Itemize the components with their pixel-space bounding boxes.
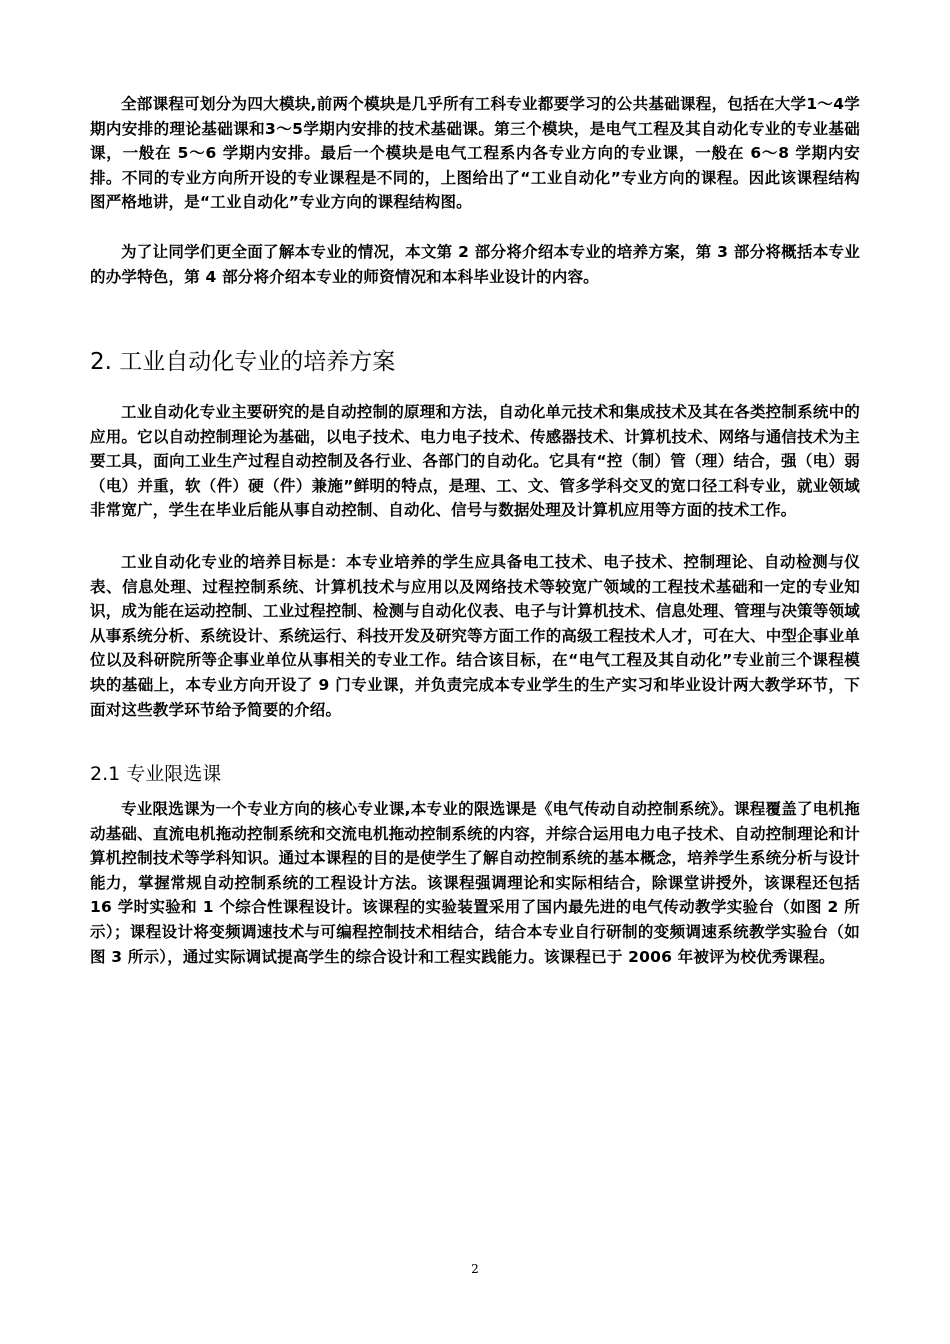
paragraph-article-outline: 为了让同学们更全面了解本专业的情况，本文第 2 部分将介绍本专业的培养方案，第 3 部分将概括本专业的办学特色，第 4 部分将介绍本专业的师资情况和本科毕业设计的内容。: [90, 243, 860, 286]
paragraph-training-goals: 工业自动化专业的培养目标是：本专业培养的学生应具备电工技术、电子技术、控制理论、自动检测与仪表、信息处理、过程控制系统、计算机技术与应用以及网络技术等较宽广领域的工程技术基础和一定的专业知识，成为能在运动控制、工业过程控制、检测与自动化仪表、电子与计算机技术、信息处理、管理与决策等领域从事系统分析、系统设计、系统运行、科技开发及研究等方面工作的高级工程技术人才，可在大、中型企事业单位以及科研院所等企事业单位从事相关的专业工作。结合该目标，在“电气工程及其自动化”专业前三个课程模块的基础上，本专业方向开设了 9 门专业课，并负责完成本专业学生的生产实习和毕业设计两大教学环节，下面对这些教学环节给予简要的介绍。: [90, 553, 860, 719]
paragraph-major-overview: 工业自动化专业主要研究的是自动控制的原理和方法，自动化单元技术和集成技术及其在各类控制系统中的应用。它以自动控制理论为基础，以电子技术、电力电子技术、传感器技术、计算机技术、网络与通信技术为主要工具，面向工业生产过程自动控制及各行业、各部门的自动化。它具有“控（制）管（理）结合，强（电）弱（电）并重，软（件）硬（件）兼施”鲜明的特点，是理、工、文、管多学科交叉的宽口径工科专业，就业领域非常宽广，学生在毕业后能从事自动控制、自动化、信号与数据处理及计算机应用等方面的技术工作。: [90, 403, 860, 520]
section-heading-training-plan: 2. 工业自动化专业的培养方案: [90, 349, 396, 375]
subsection-heading-restricted-electives: 2.1 专业限选课: [90, 763, 222, 785]
page-number: 2: [471, 1262, 479, 1276]
paragraph-course-modules: 全部课程可划分为四大模块,前两个模块是几乎所有工科专业都要学习的公共基础课程，包括在大学1～4学期内安排的理论基础课和3～5学期内安排的技术基础课。第三个模块，是电气工程及其自动化专业的专业基础课，一般在 5～6 学期内安排。最后一个模块是电气工程系内各专业方向的专业课，一般在 6～8 学期内安排。不同的专业方向所开设的专业课程是不同的，上图给出了“工业自动化”专业方向的课程。因此该课程结构图严格地讲，是“工业自动化”专业方向的课程结构图。: [90, 95, 860, 212]
paragraph-restricted-electives: 专业限选课为一个专业方向的核心专业课,本专业的限选课是《电气传动自动控制系统》。课程覆盖了电机拖动基础、直流电机拖动控制系统和交流电机拖动控制系统的内容，并综合运用电力电子技术、自动控制理论和计算机控制技术等学科知识。通过本课程的目的是使学生了解自动控制系统的基本概念，培养学生系统分析与设计能力，掌握常规自动控制系统的工程设计方法。该课程强调理论和实际相结合，除课堂讲授外，该课程还包括 16 学时实验和 1 个综合性课程设计。该课程的实验装置采用了国内最先进的电气传动教学实验台（如图 2 所示）；课程设计将变频调速技术与可编程控制技术相结合，结合本专业自行研制的变频调速系统教学实验台（如图 3 所示），通过实际调试提高学生的综合设计和工程实践能力。该课程已于 2006 年被评为校优秀课程。: [90, 800, 860, 966]
